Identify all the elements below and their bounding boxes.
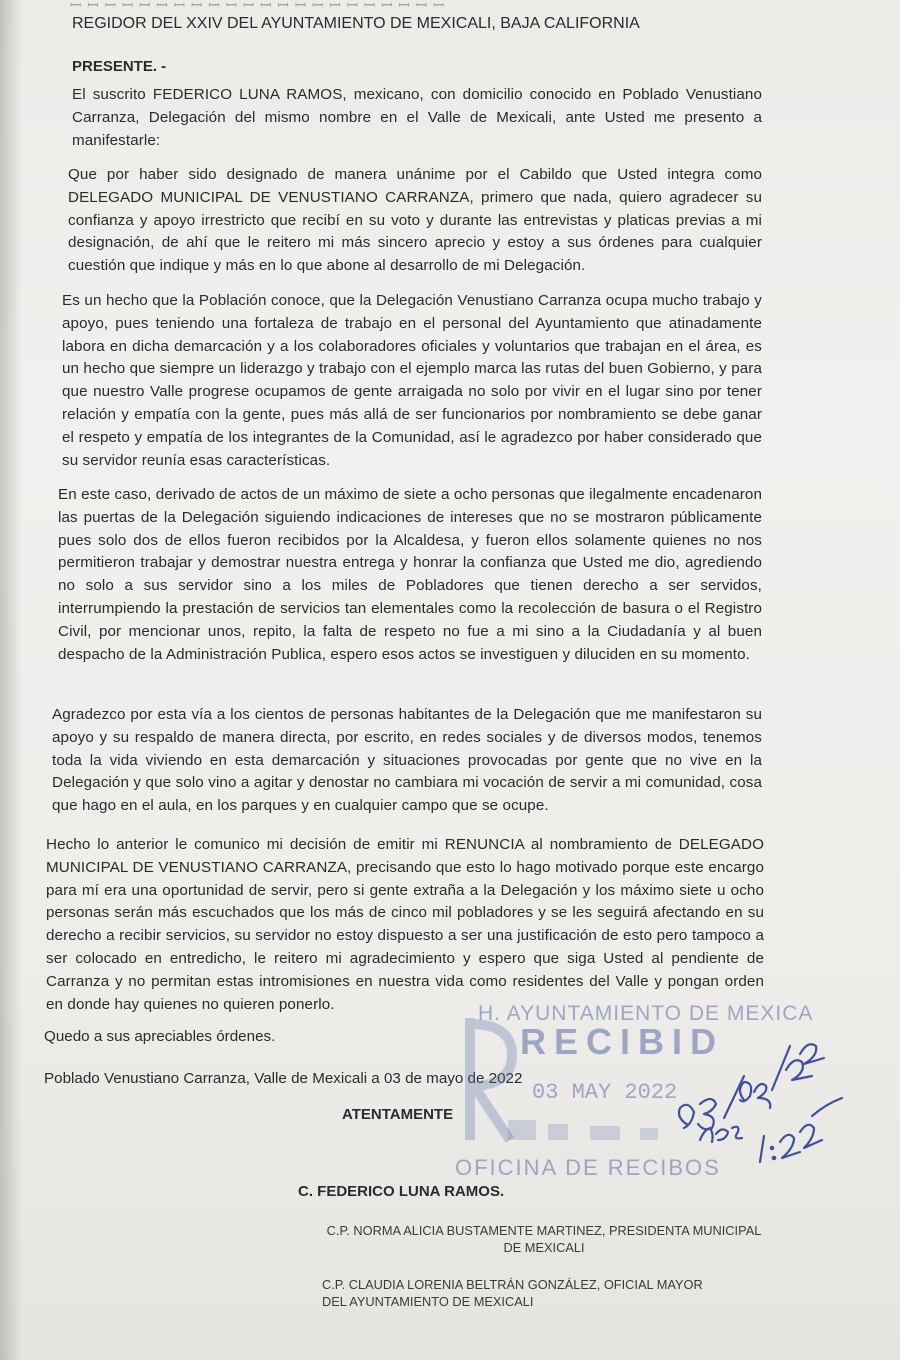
signer-name: C. FEDERICO LUNA RAMOS.: [298, 1183, 505, 1200]
paragraph-community: Es un hecho que la Población conoce, que la Delegación Venustiano Carranza ocupa mucho trabajo y apoyo, pues teniendo una fortaleza de trabajo en el personal del Ayuntamiento que atinadamente labora en dicha demarcación y a los colaboradores oficiales y voluntarios que trabajan en el área, es un hecho que siempre un liderazgo y trabajo con el ejemplo marca las rutas del buen Gobierno, y para que nuestro Valle progrese ocupamos de gente arraigada no solo por vivir en el lugar sino por tener relación y empatía con la gente, pues más allá de ser funcionarios por nombramiento se debe ganar el respeto y empatía de los integrantes de la Comunidad, así le agradezco por haber considerado que su servidor reunía esas características.: [62, 292, 762, 469]
paragraph-intro: El suscrito FEDERICO LUNA RAMOS, mexicano, con domicilio conocido en Poblado Venustiano Carranza, Delegación del mismo nombre en el Valle de Mexicali, ante Usted me presento a manifestarle:: [72, 86, 762, 149]
valediction: ATENTAMENTE: [342, 1106, 454, 1123]
stamp-emblem-icon: [470, 1018, 512, 1140]
place-date-line: Poblado Venustiano Carranza, Valle de Mexicali a 03 de mayo de 2022: [44, 1070, 523, 1087]
addressee-header: REGIDOR DEL XXIV DEL AYUNTAMIENTO DE MEXICALI, BAJA CALIFORNIA: [72, 15, 640, 32]
cc-recipient-1: C.P. NORMA ALICIA BUSTAMENTE MARTINEZ, PRESIDENTA MUNICIPAL DE MEXICALI: [326, 1223, 762, 1255]
paragraph-gratitude: Que por haber sido designado de manera unánime por el Cabildo que Usted integra como DELEGADO MUNICIPAL DE VENUSTIANO CARRANZA, primero que nada, quiero agradecer su confianza y apoyo irrestricto que recibí en su voto y durante las entrevistas y platicas previas a mi designación, de ahí que le reitero mi más sincero aprecio y estoy a sus órdenes para cualquier cuestión que indique y más en lo que abone al desarrollo de mi Delegación.: [68, 166, 762, 275]
paragraph-support: Agradezco por esta vía a los cientos de personas habitantes de la Delegación que me manifestaron su apoyo y su respaldo de manera directa, por escrito, en redes sociales y de diversos modos, tenemos toda la vida viviendo en esta demarcación y situaciones provocadas por gente que no vive en la Delegación y que solo vino a agitar y denostar no cambiara mi vocación de servir a mi comunidad, cosa que hago en el aula, en los parques y en cualquier campo que se ocupe.: [52, 706, 762, 815]
closing-line: Quedo a sus apreciables órdenes.: [44, 1028, 276, 1045]
paragraph-resignation: Hecho lo anterior le comunico mi decisión de emitir mi RENUNCIA al nombramiento de DELEGADO MUNICIPAL DE VENUSTIANO CARRANZA, precisando que esto lo hago motivado porque este encargo para mí era una oportunidad de servir, pero si gente extraña a la Delegación y los máximo siete u ocho personas serán más escuchados que los más de cinco mil pobladores y se les seguirá afectando en su derecho a recibir servicios, su servidor no estoy dispuesto a ser una justificación de esto pero tampoco a ser colocado en entredicho, le reitero mi agradecimiento y espero que siga Usted al pendiente de Carranza y no permitan estas intromisiones en nuestra vida como residentes del Valle y pongan orden en donde hay quienes no quieren ponerlo.: [46, 836, 764, 1013]
paragraph-incident: En este caso, derivado de actos de un máximo de siete a ocho personas que ilegalmente encadenaron las puertas de la Delegación siguiendo indicaciones de intereses que no se mostraron públicamente pues solo dos de ellos fueron recibidos por la Alcaldesa, y fueron ellos solamente quienes no nos permitieron trabajar y demostrar nuestra entrega y honrar la confianza que Usted me dio, agrediendo no solo a sus servidor sino a los miles de Pobladores que tienen derecho a ser servidos, interrumpiendo la prestación de servicios tan elementales como la recolección de basura o el Registro Civil, por mencionar unos, repito, la falta de respeto no fue a mi sino a la Ciudadanía y al buen despacho de la Administración Publica, espero esos actos se investiguen y diluciden en su momento.: [58, 486, 762, 663]
stamp-line-1: H. AYUNTAMIENTO DE MEXICA: [478, 1002, 814, 1025]
stamp-line-3: OFICINA DE RECIBOS: [455, 1155, 721, 1180]
cut-off-top-line: ꟷ ꟷ ꟷ ꟷ ꟷ ꟷ ꟷ ꟷ ꟷ ꟷ ꟷ ꟷ ꟷ ꟷ ꟷ ꟷ ꟷ ꟷ ꟷ ꟷ ꟷ ꟷ: [70, 0, 446, 12]
stamp-date: 03 MAY 2022: [532, 1080, 678, 1105]
stamp-line-2: RECIBID: [520, 1021, 725, 1062]
salutation: PRESENTE. -: [72, 58, 167, 75]
cc-recipient-2: C.P. CLAUDIA LORENIA BELTRÁN GONZÁLEZ, OFICIAL MAYOR DEL AYUNTAMIENTO DE MEXICALI: [322, 1277, 703, 1309]
